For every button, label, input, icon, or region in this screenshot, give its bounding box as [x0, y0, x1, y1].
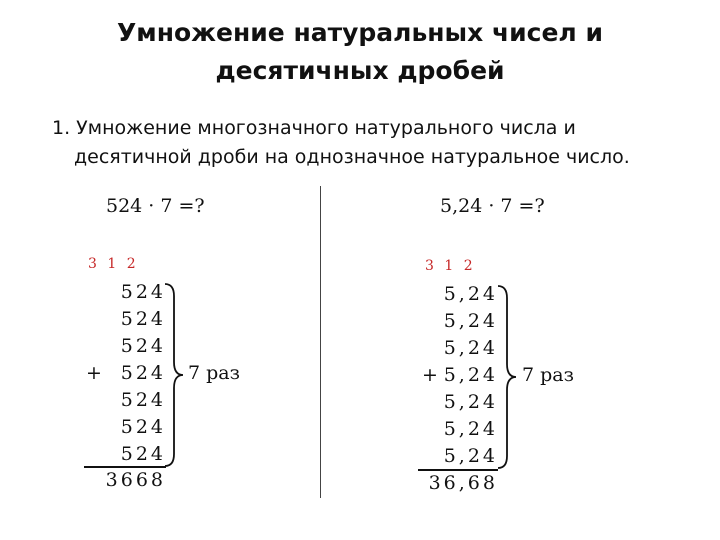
- left-addend: 524: [120, 308, 166, 330]
- point-line-1: 1. Умножение многозначного натурального числа и: [52, 117, 576, 139]
- left-addend: 524: [120, 362, 166, 384]
- right-addend: 5,24: [443, 364, 498, 386]
- left-carry-digits: 3 1 2: [88, 256, 139, 272]
- left-addend: 524: [120, 389, 166, 411]
- right-plus-sign: +: [422, 364, 438, 386]
- title-line-2: десятичных дробей: [215, 56, 505, 85]
- right-addend: 5,24: [443, 310, 498, 332]
- right-carry-digits: 3 1 2: [425, 258, 476, 274]
- right-brace-icon: [496, 284, 518, 470]
- point-line-2: десятичной дроби на однозначное натуральное число.: [74, 146, 630, 168]
- right-sum-line: [418, 469, 498, 471]
- right-addend: 5,24: [443, 391, 498, 413]
- point-text: [52, 114, 692, 172]
- right-result: 36,68: [428, 472, 498, 494]
- left-addend: 524: [120, 416, 166, 438]
- left-result: 3668: [105, 469, 166, 491]
- right-addend: 5,24: [443, 418, 498, 440]
- left-sum-line: [84, 466, 166, 468]
- left-addend: 524: [120, 281, 166, 303]
- left-times-label: 7 раз: [188, 362, 240, 384]
- slide-title: [0, 14, 720, 90]
- left-expression: 524 · 7 =?: [106, 195, 205, 217]
- right-addend: 5,24: [443, 337, 498, 359]
- left-plus-sign: +: [86, 362, 102, 384]
- right-times-label: 7 раз: [522, 364, 574, 386]
- right-expression: 5,24 · 7 =?: [440, 195, 545, 217]
- left-addend: 524: [120, 443, 166, 465]
- right-addend: 5,24: [443, 283, 498, 305]
- right-addend: 5,24: [443, 445, 498, 467]
- column-divider: [320, 186, 321, 498]
- left-brace-icon: [163, 282, 185, 468]
- title-line-1: Умножение натуральных чисел и: [117, 18, 603, 47]
- left-addend: 524: [120, 335, 166, 357]
